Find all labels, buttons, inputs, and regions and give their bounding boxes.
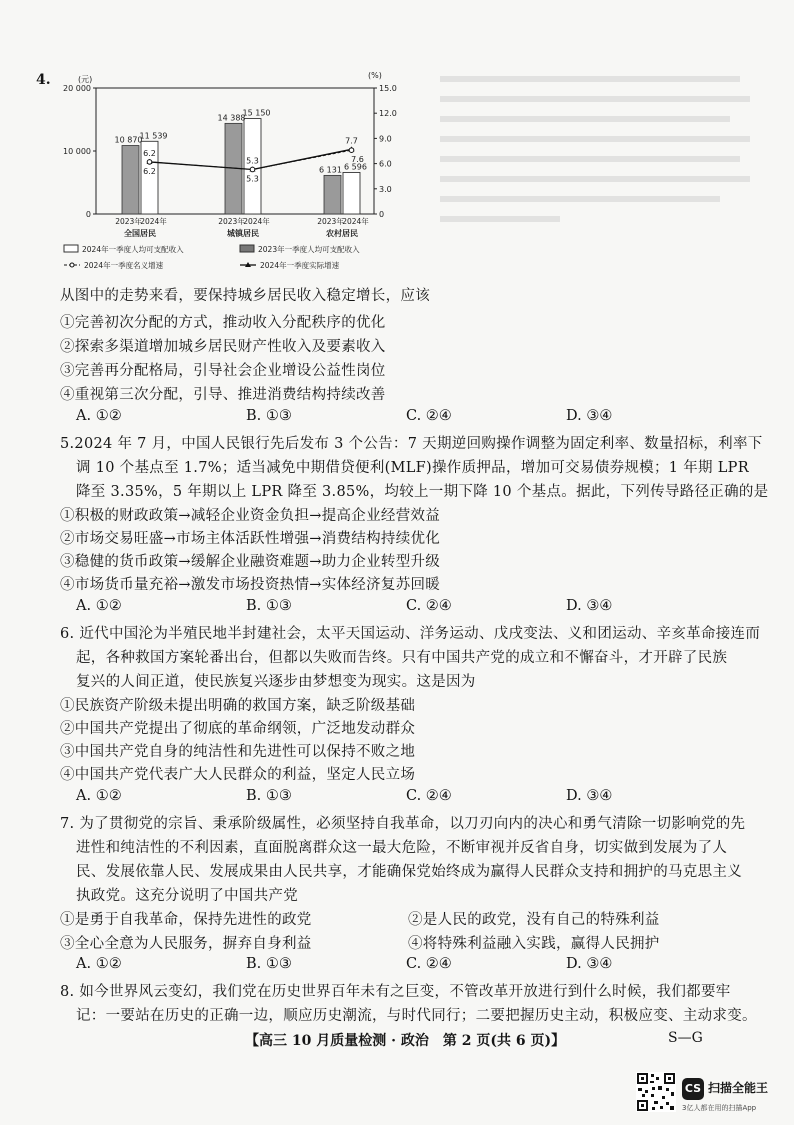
bar-label-2023: 10 870 (114, 135, 143, 145)
group-label: 全国居民 (124, 229, 156, 238)
q4-option-c[interactable]: C. ②④ (406, 408, 452, 424)
nominal-growth-label: 6.2 (143, 166, 156, 176)
q5-item-3: ③稳健的货币政策→缓解企业融资难题→助力企业转型升级 (60, 554, 441, 570)
legend-nominal: 2024年一季度名义增速 (84, 261, 164, 270)
right-tick-label: 6.0 (379, 159, 392, 169)
q4-option-d[interactable]: D. ③④ (566, 408, 613, 424)
legend-swatch-2024 (64, 245, 78, 252)
footer-title: 【高三 10 月质量检测 · 政治 第 2 页(共 6 页)】 (245, 1033, 566, 1049)
left-tick-label: 10 000 (63, 147, 91, 156)
income-chart (52, 68, 412, 278)
q5-line-2: 调 10 个基点至 1.7%；适当减免中期借贷便利(MLF)操作质押品，增加可交易债券规模；1 年期 LPR (76, 460, 749, 476)
q6-item-2: ②中国共产党提出了彻底的革命纲领，广泛地发动群众 (60, 721, 416, 737)
q7-option-c[interactable]: C. ②④ (406, 956, 452, 972)
q5-option-a[interactable]: A. ①② (76, 598, 122, 614)
q4-item-3: ③完善再分配格局，引导社会企业增设公益性岗位 (60, 363, 386, 379)
year-label: 2023年 (317, 217, 344, 226)
year-label: 2024年 (140, 217, 167, 226)
group-label: 城镇居民 (227, 229, 259, 238)
q7-line-1: 7. 为了贯彻党的宗旨、秉承阶级属性，必须坚持自我革命，以刀刃向内的决心和勇气清除一切影响党的先 (60, 816, 746, 832)
left-tick-label: 0 (85, 210, 91, 219)
q6-line-1: 6. 近代中国沦为半殖民地半封建社会，太平天国运动、洋务运动、戊戌变法、义和团运动、辛亥革命接连而 (60, 626, 761, 642)
left-tick-label: 20 000 (63, 84, 91, 93)
q7-option-b[interactable]: B. ①③ (246, 956, 292, 972)
q6-option-b[interactable]: B. ①③ (246, 788, 292, 804)
q7-item-2: ②是人民的政党，没有自己的特殊利益 (408, 912, 660, 928)
q4-item-4: ④重视第三次分配，引导、推进消费结构持续改善 (60, 387, 386, 403)
nominal-growth-label: 5.3 (246, 174, 259, 184)
nominal-growth-label: 7.6 (351, 155, 364, 165)
q6-line-3: 复兴的人间正道，使民族复兴逐步由梦想变为现实。这是因为 (76, 674, 476, 690)
right-tick-label: 0 (379, 210, 385, 219)
camscanner-logo-icon: CS (682, 1078, 704, 1100)
q6-option-a[interactable]: A. ①② (76, 788, 122, 804)
q6-item-1: ①民族资产阶级未提出明确的救国方案，缺乏阶级基础 (60, 698, 416, 714)
nominal-growth-point (147, 160, 152, 165)
right-tick-label: 9.0 (379, 134, 392, 144)
q6-item-3: ③中国共产党自身的纯洁性和先进性可以保持不败之地 (60, 744, 416, 760)
q5-item-2: ②市场交易旺盛→市场主体活跃性增强→消费结构持续优化 (60, 531, 441, 547)
bleed-through-text (430, 70, 760, 230)
group-label: 农村居民 (326, 229, 358, 238)
q7-option-a[interactable]: A. ①② (76, 956, 122, 972)
year-label: 2023年 (218, 217, 245, 226)
right-tick-label: 3.0 (379, 184, 392, 194)
legend-swatch-2023 (240, 245, 254, 252)
q7-line-3: 民、发展依靠人民、发展成果由人民共享，才能确保党始终成为赢得人民群众支持和拥护的马克思主义 (76, 864, 742, 880)
q4-item-1: ①完善初次分配的方式，推动收入分配秩序的优化 (60, 315, 386, 331)
year-label: 2024年 (342, 217, 369, 226)
real-growth-label: 6.2 (143, 148, 156, 158)
qr-code-icon (636, 1072, 676, 1112)
q7-line-4: 执政党。这充分说明了中国共产党 (76, 888, 298, 904)
q7-line-2: 进性和纯洁性的不利因素，直面脱离群众这一最大危险，不断审视并反省自身，切实做到发展为了人 (76, 840, 728, 856)
q5-option-b[interactable]: B. ①③ (246, 598, 292, 614)
left-axis-unit: (元) (78, 75, 93, 84)
scanner-app-name: 扫描全能王 (708, 1081, 769, 1095)
q5-item-1: ①积极的财政政策→减轻企业资金负担→提高企业经营效益 (60, 508, 441, 524)
year-label: 2023年 (115, 217, 142, 226)
q4-option-b[interactable]: B. ①③ (246, 408, 292, 424)
bar-label-2023: 14 388 (217, 113, 246, 123)
real-growth-label: 5.3 (246, 156, 259, 166)
q5-option-d[interactable]: D. ③④ (566, 598, 613, 614)
q4-option-a[interactable]: A. ①② (76, 408, 122, 424)
scanner-app-tagline: 3亿人都在用的扫描App (682, 1104, 757, 1112)
right-tick-label: 15.0 (379, 84, 397, 93)
q6-item-4: ④中国共产党代表广大人民群众的利益，坚定人民立场 (60, 767, 416, 783)
q7-option-d[interactable]: D. ③④ (566, 956, 613, 972)
q8-line-2: 记：一要站在历史的正确一边，顺应历史潮流，与时代同行；二要把握历史主动，积极应变、主动求变。 (76, 1008, 757, 1024)
q7-item-3: ③全心全意为人民服务，摒弃自身利益 (60, 936, 312, 952)
bar-2023-0 (122, 146, 139, 214)
footer-code: S—G (668, 1030, 703, 1046)
legend-nominal-marker (70, 263, 74, 267)
q7-item-1: ①是勇于自我革命，保持先进性的政党 (60, 912, 312, 928)
q6-option-c[interactable]: C. ②④ (406, 788, 452, 804)
q5-line-1: 5.2024 年 7 月，中国人民银行先后发布 3 个公告：7 天期逆回购操作调整为固定利率、数量招标，利率下 (60, 436, 763, 452)
bar-label-2023: 6 131 (319, 165, 342, 175)
q5-line-3: 降至 3.35%，5 年期以上 LPR 降至 3.85%，均较上一期下降 10 个基点。据此，下列传导路径正确的是 (76, 484, 769, 500)
bar-2024-1 (244, 119, 261, 214)
q8-line-1: 8. 如今世界风云变幻，我们党在历史世界百年未有之巨变，不管改革开放进行到什么时候，我们都要牢 (60, 984, 731, 1000)
bar-2024-2 (343, 172, 360, 214)
bar-label-2024: 15 150 (242, 108, 271, 118)
q6-option-d[interactable]: D. ③④ (566, 788, 613, 804)
legend-real: 2024年一季度实际增速 (260, 261, 340, 270)
q7-item-4: ④将特殊利益融入实践，赢得人民拥护 (408, 936, 660, 952)
right-axis-unit: (%) (368, 71, 382, 80)
q5-option-c[interactable]: C. ②④ (406, 598, 452, 614)
right-tick-label: 12.0 (379, 109, 397, 119)
bar-label-2024: 11 539 (139, 131, 168, 141)
legend-2023: 2023年一季度人均可支配收入 (258, 245, 360, 254)
q4-item-2: ②探索多渠道增加城乡居民财产性收入及要素收入 (60, 339, 386, 355)
bar-2023-2 (324, 175, 341, 214)
nominal-growth-point (349, 148, 354, 153)
bar-label-2024: 6 596 (344, 162, 367, 172)
q6-line-2: 起，各种救国方案轮番出台，但都以失败而告终。只有中国共产党的成立和不懈奋斗，才开辟了民族 (76, 650, 728, 666)
legend-2024: 2024年一季度人均可支配收入 (82, 245, 184, 254)
question-4-number: 4. (36, 72, 51, 88)
real-growth-label: 7.7 (345, 136, 358, 146)
q4-stem: 从图中的走势来看，要保持城乡居民收入稳定增长，应该 (60, 288, 430, 304)
income-chart-svg (52, 68, 412, 278)
q5-item-4: ④市场货币量充裕→激发市场投资热情→实体经济复苏回暖 (60, 577, 441, 593)
year-label: 2024年 (243, 217, 270, 226)
nominal-growth-point (250, 167, 255, 172)
